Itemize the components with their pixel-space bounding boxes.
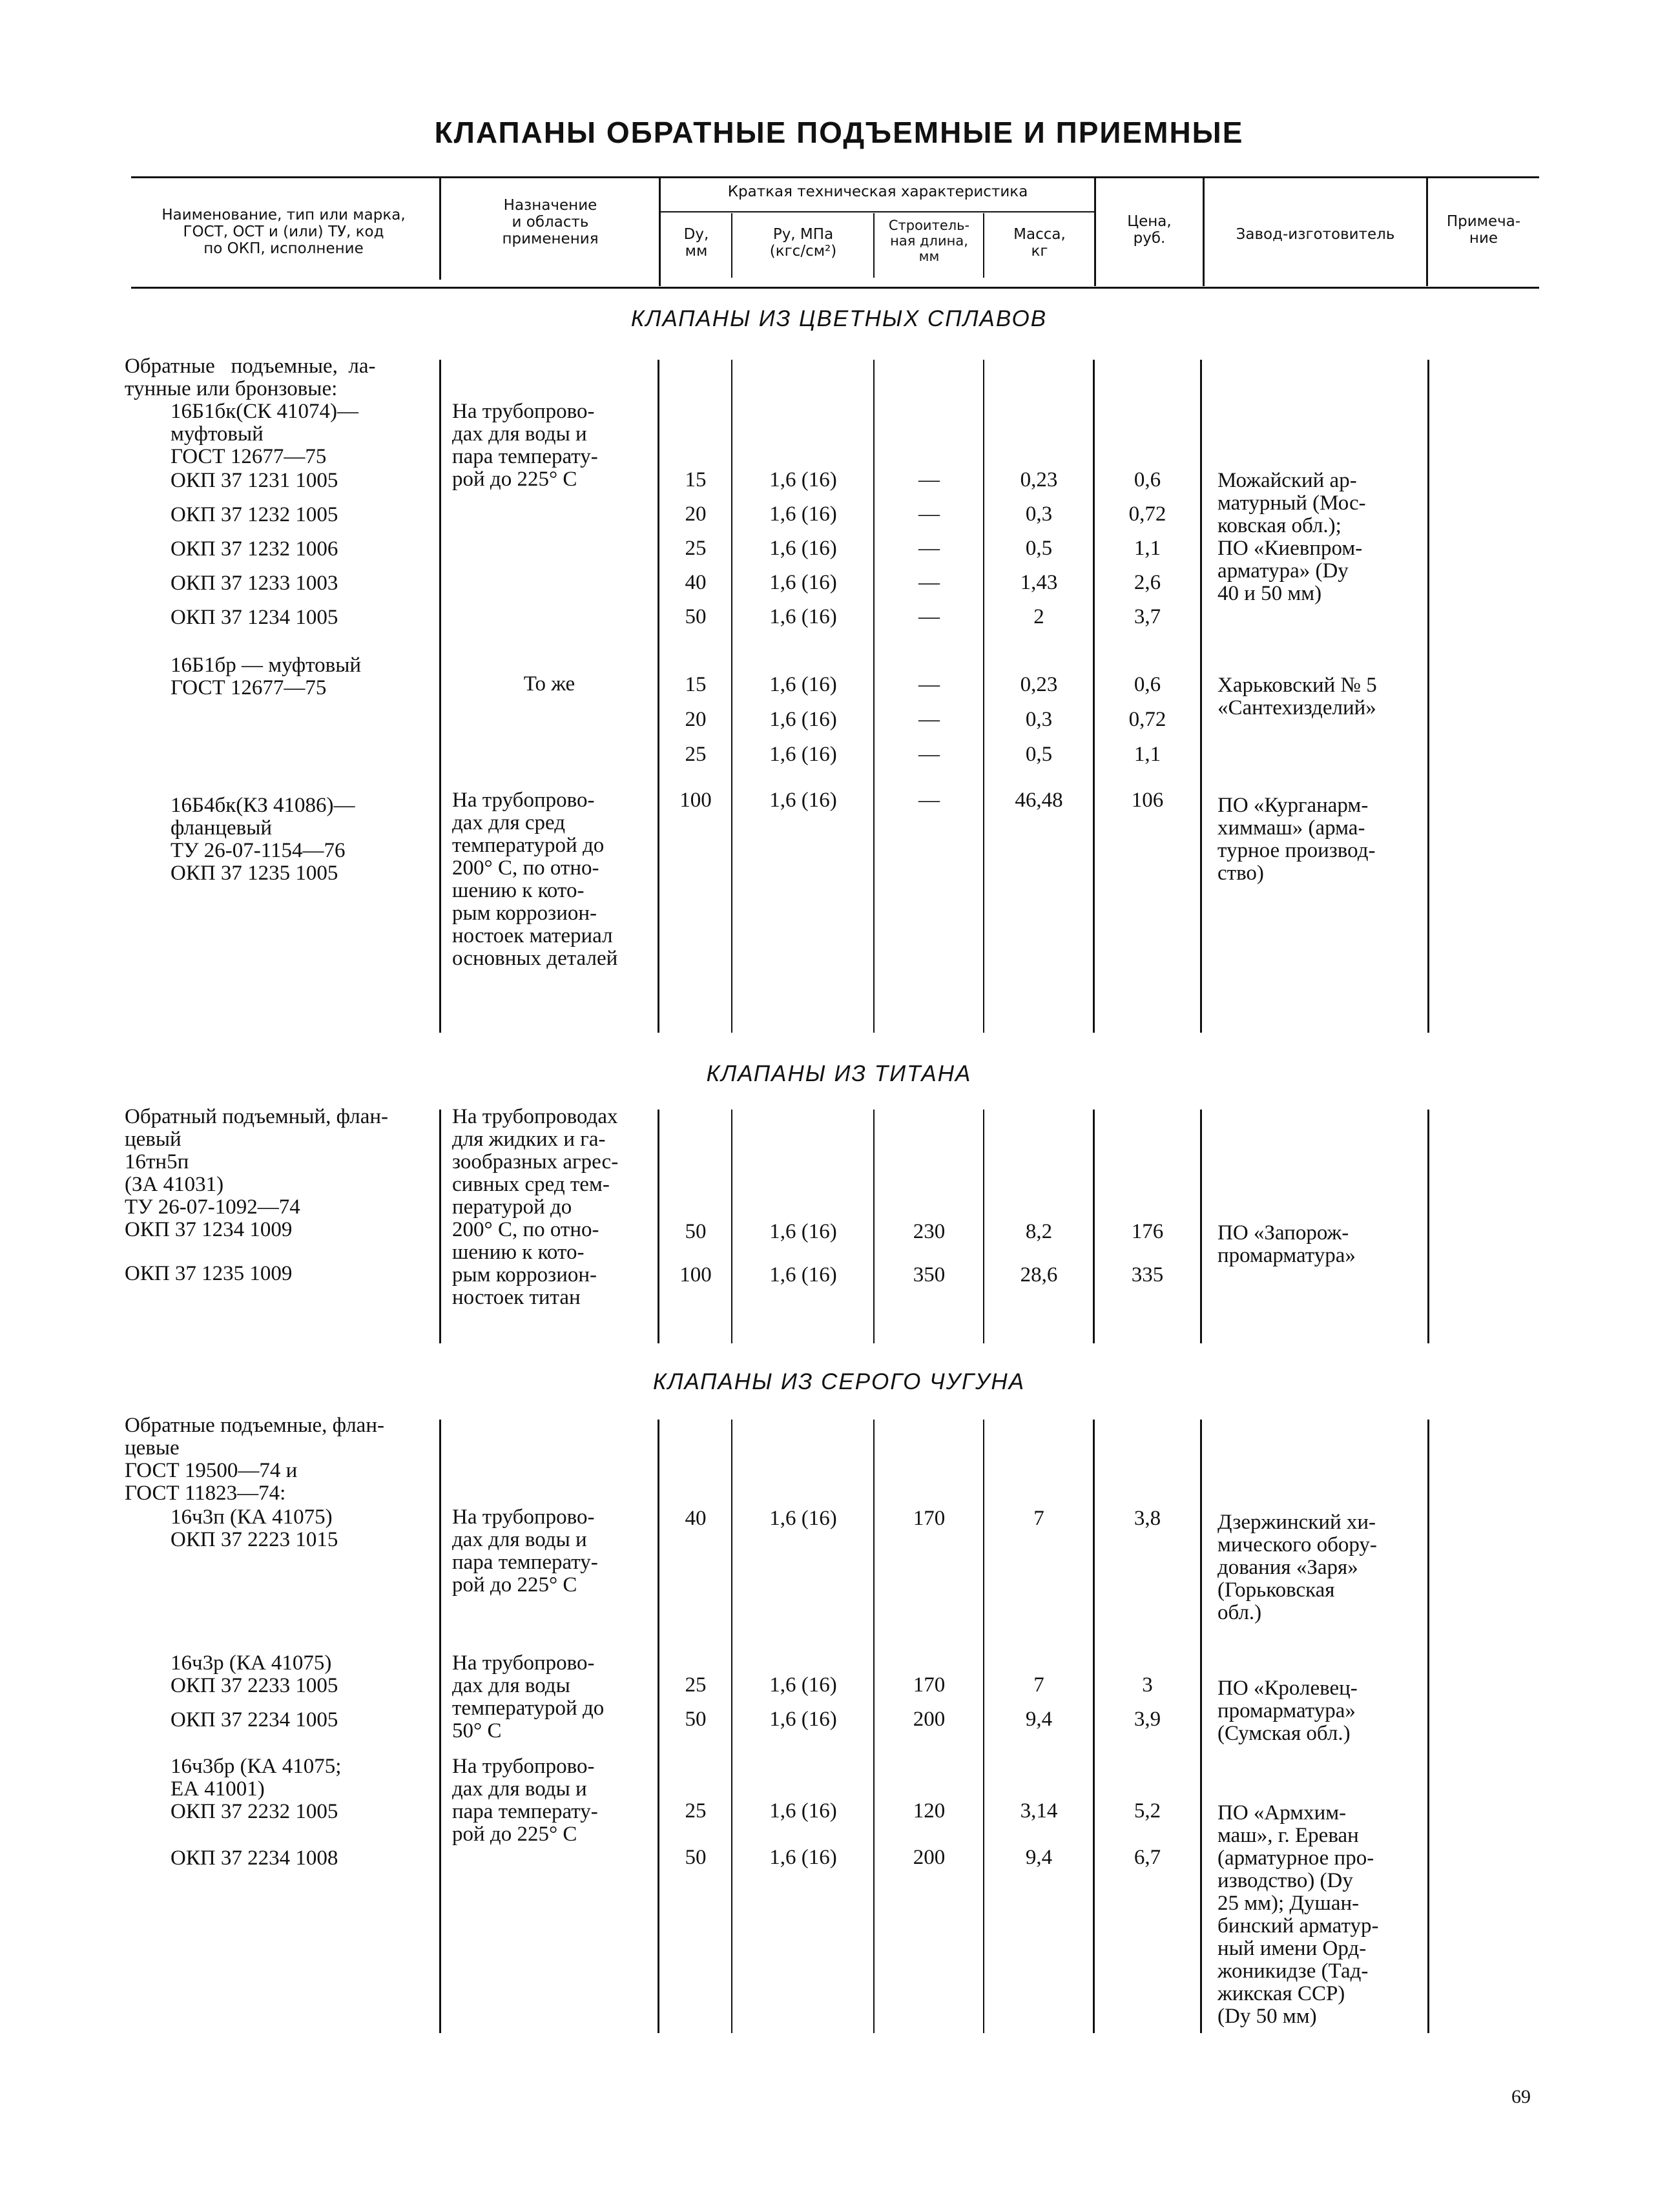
col-divider [1200, 1110, 1202, 1343]
cell-dy: 50 [685, 1708, 707, 1731]
maker-text: Дзержинский хи- мического обору- дования «Заря» (Горьковская обл.) [1217, 1511, 1377, 1624]
cell-length: — [918, 605, 940, 628]
cell-py: 1,6 (16) [769, 708, 837, 731]
cell-mass: 1,43 [1020, 571, 1058, 594]
valve-name: 16Б1бк(СК 41074)— муфтовый ГОСТ 12677—75 [171, 400, 359, 468]
cell-py: 1,6 (16) [769, 1673, 837, 1697]
cell-mass: 9,4 [1025, 1846, 1053, 1869]
maker-text: ПО «Армхим- маш», г. Ереван (арматурное про- изводство) (Dy 25 мм); Душан- бинский арматур- ный имени Орд- жоникидзе (Тад- жикская ССР) (Dy 50 мм) [1217, 1801, 1379, 2028]
col-divider [873, 1420, 875, 2033]
col-tech-header: Краткая техническая характеристика [727, 183, 1028, 200]
cell-dy: 25 [685, 537, 707, 560]
cell-py: 1,6 (16) [769, 571, 837, 594]
cell-length: 200 [913, 1846, 946, 1869]
cell-mass: 46,48 [1015, 789, 1063, 812]
col-maker-header: Завод-изготовитель [1236, 226, 1395, 243]
cell-price: 3,8 [1134, 1507, 1161, 1530]
maker-text: ПО «Запорож- промарматура» [1217, 1221, 1356, 1267]
cell-length: — [918, 673, 940, 696]
col-divider [731, 1420, 732, 2033]
cell-price: 0,72 [1128, 708, 1166, 731]
cell-mass: 0,3 [1025, 708, 1053, 731]
okp-code: ОКП 37 1235 1009 [125, 1262, 293, 1285]
hdr-divider [873, 213, 875, 278]
cell-length: — [918, 468, 940, 491]
cell-py: 1,6 (16) [769, 1799, 837, 1823]
cell-length: 350 [913, 1263, 946, 1287]
purpose-text: На трубопрово- дах для воды и пара температу- рой до 225° С [452, 1505, 598, 1597]
maker-text: ПО «Кролевец- промарматура» (Сумская обл.) [1217, 1677, 1358, 1745]
cell-py: 1,6 (16) [769, 789, 837, 812]
okp-code: ОКП 37 2234 1008 [171, 1846, 338, 1870]
cell-mass: 0,3 [1025, 502, 1053, 526]
cell-py: 1,6 (16) [769, 743, 837, 766]
okp-code: ОКП 37 1234 1005 [171, 606, 338, 629]
cell-py: 1,6 (16) [769, 1708, 837, 1731]
col-mass-header: Масса, кг [1013, 226, 1066, 260]
cell-length: 230 [913, 1220, 946, 1243]
cell-mass: 28,6 [1020, 1263, 1058, 1287]
cell-py: 1,6 (16) [769, 1507, 837, 1530]
cell-mass: 0,23 [1020, 673, 1058, 696]
cell-py: 1,6 (16) [769, 1263, 837, 1287]
header-top-rule [131, 176, 1539, 178]
cell-price: 0,72 [1128, 502, 1166, 526]
col-divider [1427, 360, 1429, 1033]
page-number: 69 [1511, 2086, 1531, 2107]
col-divider [873, 360, 875, 1033]
cell-dy: 40 [685, 1507, 707, 1530]
cell-length: 170 [913, 1507, 946, 1530]
cell-dy: 20 [685, 502, 707, 526]
cell-dy: 100 [679, 789, 712, 812]
cell-dy: 25 [685, 1673, 707, 1697]
okp-code: ОКП 37 1231 1005 [171, 469, 338, 492]
col-divider [439, 360, 441, 1033]
valve-name: 16Б1бр — муфтовый ГОСТ 12677—75 [171, 654, 362, 699]
col-divider [658, 1420, 659, 2033]
cell-mass: 9,4 [1025, 1708, 1053, 1731]
okp-code: ОКП 37 2234 1005 [171, 1708, 338, 1731]
col-divider [983, 1420, 984, 2033]
cell-py: 1,6 (16) [769, 502, 837, 526]
valve-name: 16ч3п (КА 41075) ОКП 37 2223 1015 [171, 1505, 338, 1551]
section-title-titanium: КЛАПАНЫ ИЗ ТИТАНА [706, 1061, 972, 1086]
cell-length: — [918, 502, 940, 526]
cell-price: 176 [1131, 1220, 1164, 1243]
col-divider [983, 360, 984, 1033]
cell-length: — [918, 571, 940, 594]
header-tech-rule [660, 211, 1095, 212]
cell-mass: 0,5 [1025, 537, 1053, 560]
cell-py: 1,6 (16) [769, 537, 837, 560]
section-title-nonferrous: КЛАПАНЫ ИЗ ЦВЕТНЫХ СПЛАВОВ [630, 306, 1048, 331]
cell-dy: 50 [685, 1846, 707, 1869]
cell-mass: 7 [1033, 1673, 1044, 1697]
cell-mass: 7 [1033, 1507, 1044, 1530]
cell-price: 0,6 [1134, 468, 1161, 491]
col-divider [1427, 1420, 1429, 2033]
cell-dy: 100 [679, 1263, 712, 1287]
cell-dy: 50 [685, 605, 707, 628]
purpose-text: На трубопроводах для жидких и га- зообразных агрес- сивных сред тем- пературой до 200° С, по отно- шению к кото- рым коррозион- ностоек титан [452, 1105, 619, 1309]
col-divider [1200, 360, 1202, 1033]
cell-length: 170 [913, 1673, 946, 1697]
col-py-header: Py, МПа (кгс/см²) [769, 226, 837, 260]
col-dy-header: Dy, мм [683, 226, 709, 260]
hdr-divider [731, 213, 732, 278]
cell-price: 2,6 [1134, 571, 1161, 594]
cell-py: 1,6 (16) [769, 468, 837, 491]
cell-mass: 8,2 [1025, 1220, 1053, 1243]
maker-text: Харьковский № 5 «Сантехизделий» [1217, 674, 1377, 719]
col-price-header: Цена, руб. [1127, 213, 1172, 247]
name-head: Обратные подъемные, ла- тунные или бронзовые: [125, 355, 376, 400]
cell-price: 106 [1131, 789, 1164, 812]
cell-py: 1,6 (16) [769, 1220, 837, 1243]
okp-code: ОКП 37 1232 1005 [171, 503, 338, 526]
cell-mass: 3,14 [1020, 1799, 1058, 1823]
purpose-text: На трубопрово- дах для сред температурой до 200° С, по отно- шению к кото- рым коррозион- ностоек материал основных деталей [452, 789, 618, 970]
valve-name: 16ч3бр (КА 41075; ЕА 41001) [171, 1755, 342, 1801]
purpose-text: На трубопрово- дах для воды и пара температу- рой до 225° С [452, 400, 598, 491]
cell-price: 5,2 [1134, 1799, 1161, 1823]
cell-price: 1,1 [1134, 537, 1161, 560]
cell-length: — [918, 743, 940, 766]
col-divider [1200, 1420, 1202, 2033]
cell-mass: 0,5 [1025, 743, 1053, 766]
cell-dy: 15 [685, 468, 707, 491]
cell-price: 0,6 [1134, 673, 1161, 696]
name-head: Обратные подъемные, флан- цевые ГОСТ 19500—74 и ГОСТ 11823—74: [125, 1414, 384, 1505]
col-divider [658, 1110, 659, 1343]
col-purpose-header: Назначение и область применения [502, 197, 599, 247]
cell-dy: 20 [685, 708, 707, 731]
col-divider [439, 1110, 441, 1343]
cell-mass: 0,23 [1020, 468, 1058, 491]
col-divider [1093, 360, 1095, 1033]
col-divider [658, 360, 659, 1033]
okp-code: ОКП 37 2233 1005 [171, 1674, 338, 1697]
cell-price: 335 [1131, 1263, 1164, 1287]
col-divider [1427, 1110, 1429, 1343]
section-title-cast-iron: КЛАПАНЫ ИЗ СЕРОГО ЧУГУНА [652, 1369, 1026, 1394]
cell-py: 1,6 (16) [769, 605, 837, 628]
col-length-header: Строитель- ная длина, мм [888, 218, 970, 264]
cell-py: 1,6 (16) [769, 1846, 837, 1869]
col-note-header: Примеча- ние [1446, 213, 1521, 247]
valve-name: 16ч3р (КА 41075) [171, 1651, 332, 1675]
valve-name: 16Б4бк(КЗ 41086)— фланцевый ТУ 26-07-1154—76 ОКП 37 1235 1005 [171, 794, 355, 885]
cell-dy: 25 [685, 743, 707, 766]
cell-length: — [918, 537, 940, 560]
valve-name: Обратный подъемный, флан- цевый 16тн5п (ЗА 41031) ТУ 26-07-1092—74 ОКП 37 1234 1009 [125, 1105, 388, 1241]
cell-price: 6,7 [1134, 1846, 1161, 1869]
col-divider [731, 360, 732, 1033]
okp-code: ОКП 37 2232 1005 [171, 1800, 338, 1823]
col-name-header: Наименование, тип или марка, ГОСТ, ОСТ и (или) ТУ, код по ОКП, исполнение [161, 207, 406, 257]
hdr-divider [659, 178, 661, 286]
header-bottom-rule [131, 287, 1539, 289]
cell-length: 200 [913, 1708, 946, 1731]
maker-text: Можайский ар- матурный (Мос- ковская обл.); ПО «Киевпром- арматура» (Dy 40 и 50 мм) [1217, 469, 1366, 605]
col-divider [439, 1420, 441, 2033]
cell-price: 3,7 [1134, 605, 1161, 628]
cell-length: — [918, 708, 940, 731]
purpose-text: На трубопрово- дах для воды и пара температу- рой до 225° С [452, 1755, 598, 1846]
maker-text: ПО «Курганарм- химмаш» (арма- турное производ- ство) [1217, 794, 1376, 885]
cell-mass: 2 [1033, 605, 1044, 628]
col-divider [731, 1110, 732, 1343]
okp-code: ОКП 37 1233 1003 [171, 572, 338, 595]
cell-dy: 50 [685, 1220, 707, 1243]
col-divider [983, 1110, 984, 1343]
cell-price: 1,1 [1134, 743, 1161, 766]
okp-code: ОКП 37 1232 1006 [171, 537, 338, 561]
cell-price: 3 [1142, 1673, 1153, 1697]
purpose-text: На трубопрово- дах для воды температурой до 50° С [452, 1651, 605, 1742]
cell-dy: 25 [685, 1799, 707, 1823]
hdr-divider [983, 213, 984, 278]
cell-dy: 40 [685, 571, 707, 594]
cell-price: 3,9 [1134, 1708, 1161, 1731]
cell-length: — [918, 789, 940, 812]
purpose-text: То же [523, 672, 575, 696]
cell-py: 1,6 (16) [769, 673, 837, 696]
cell-length: 120 [913, 1799, 946, 1823]
cell-dy: 15 [685, 673, 707, 696]
page-title: КЛАПАНЫ ОБРАТНЫЕ ПОДЪЕМНЫЕ И ПРИЕМНЫЕ [434, 116, 1244, 149]
col-divider [873, 1110, 875, 1343]
